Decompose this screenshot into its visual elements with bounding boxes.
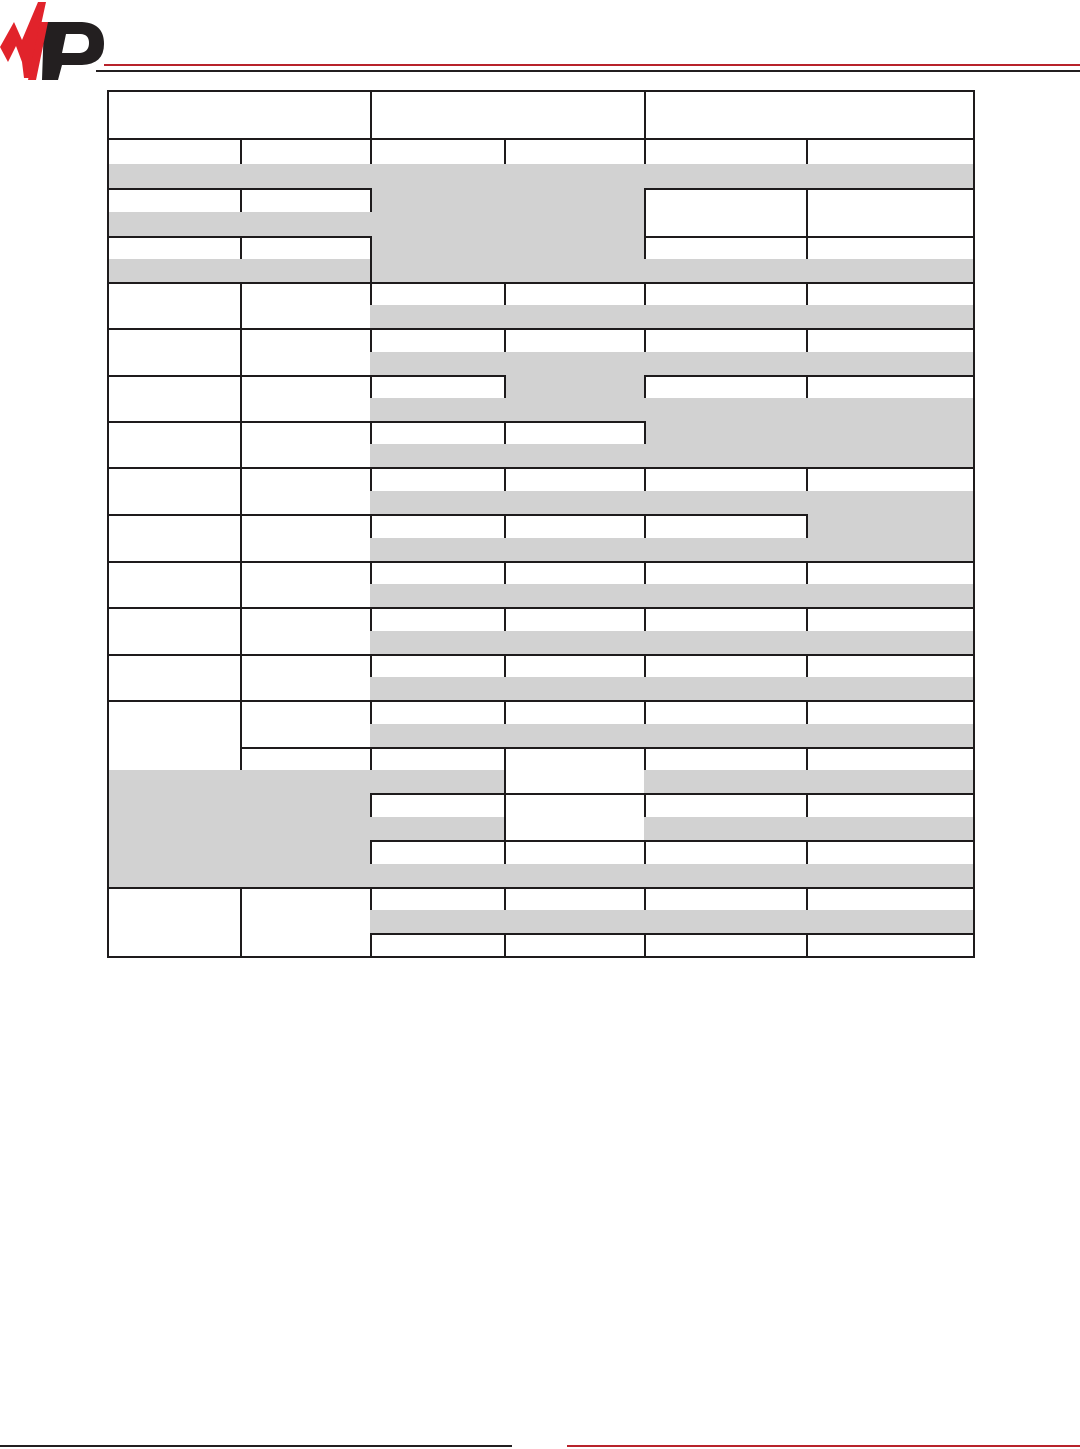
table-cell [107, 90, 372, 140]
table-cell [370, 654, 506, 679]
logo-letter-p [42, 22, 104, 80]
table-cell [504, 328, 646, 354]
table-cell [107, 421, 242, 469]
table-cell [806, 817, 975, 842]
table-cell [107, 188, 242, 214]
table-cell [806, 607, 975, 633]
footer-rule-dark [0, 1445, 512, 1447]
table-cell [240, 700, 372, 749]
table-cell [107, 700, 242, 772]
table-cell [107, 561, 242, 609]
table-cell [644, 724, 808, 749]
table-cell [504, 352, 646, 400]
table-cell [107, 328, 242, 377]
table-cell [806, 700, 975, 726]
table-cell [806, 840, 975, 866]
table-cell [644, 90, 975, 140]
table-cell [370, 328, 506, 354]
table-cell [644, 138, 808, 166]
table-cell [806, 188, 975, 238]
table-cell [240, 282, 372, 330]
table-cell [107, 282, 242, 330]
table-cell [370, 724, 506, 749]
table-cell [644, 654, 808, 679]
table-cell [504, 747, 646, 795]
table-cell [370, 770, 506, 795]
table-cell [240, 421, 372, 469]
table-cell [240, 188, 372, 214]
table-cell [107, 887, 242, 958]
table-cell [240, 236, 372, 261]
table-cell [504, 584, 646, 609]
table-cell [240, 467, 372, 516]
table-cell [370, 677, 506, 702]
table-cell [240, 561, 372, 609]
table-cell [370, 887, 506, 912]
table-cell [806, 491, 975, 540]
table-cell [504, 444, 646, 469]
table-cell [644, 236, 808, 261]
table-cell [504, 212, 646, 284]
table-cell [240, 770, 372, 819]
table-cell [370, 793, 506, 819]
table-cell [370, 840, 506, 866]
table-cell [240, 817, 372, 889]
table-cell [370, 421, 506, 446]
table-cell [504, 138, 646, 166]
table-cell [504, 677, 646, 702]
table-cell [806, 654, 975, 679]
table-cell [504, 467, 646, 493]
table-cell [370, 864, 506, 889]
table-cell [504, 164, 646, 214]
table-cell [504, 421, 646, 446]
table-cell [806, 236, 975, 261]
table-cell [644, 677, 808, 702]
table-cell [107, 770, 242, 819]
table-cell [370, 90, 646, 140]
table-cell [504, 282, 646, 307]
table-cell [504, 607, 646, 633]
table-cell [644, 305, 808, 330]
table-cell [806, 677, 975, 702]
table-cell [240, 212, 372, 238]
table-cell [370, 910, 506, 935]
header-rule-red [104, 64, 1080, 66]
table-cell [806, 282, 975, 307]
table-cell [806, 444, 975, 469]
table-cell [806, 259, 975, 284]
table-cell [504, 910, 646, 935]
table-cell [806, 561, 975, 586]
table-cell [644, 538, 808, 563]
table-cell [370, 514, 506, 540]
table-cell [644, 164, 808, 190]
table-cell [806, 164, 975, 190]
table-cell [370, 561, 506, 586]
company-logo [0, 0, 108, 84]
table-cell [107, 817, 242, 889]
table-cell [806, 793, 975, 819]
table-cell [504, 654, 646, 679]
table-cell [806, 538, 975, 563]
table-cell [107, 375, 242, 423]
table-cell [644, 282, 808, 307]
table-cell [806, 398, 975, 446]
table-cell [107, 138, 242, 166]
table-cell [644, 770, 808, 795]
table-cell [504, 724, 646, 749]
table-cell [107, 164, 242, 190]
table-cell [240, 887, 372, 958]
table-cell [370, 375, 506, 400]
table-cell [806, 770, 975, 795]
table-cell [644, 491, 808, 516]
table-cell [370, 631, 506, 656]
table-cell [107, 236, 242, 261]
table-cell [644, 259, 808, 284]
table-cell [240, 328, 372, 377]
table-cell [370, 538, 506, 563]
table-cell [504, 305, 646, 330]
table-cell [806, 747, 975, 772]
table-cell [806, 724, 975, 749]
footer-rule-red [567, 1445, 1080, 1447]
table-cell [370, 398, 506, 423]
table-cell [644, 444, 808, 469]
table-cell [644, 561, 808, 586]
table-cell [644, 700, 808, 726]
table-cell [806, 138, 975, 166]
header-rule-dark [96, 70, 1080, 72]
table-cell [644, 328, 808, 354]
table-cell [370, 467, 506, 493]
table-cell [644, 840, 808, 866]
table-cell [504, 631, 646, 656]
table-cell [240, 138, 372, 166]
table-cell [504, 491, 646, 516]
table-cell [240, 164, 372, 190]
table-cell [240, 654, 372, 702]
table-cell [370, 352, 506, 377]
table-cell [644, 887, 808, 912]
table-cell [504, 700, 646, 726]
table-cell [644, 607, 808, 633]
table-cell [370, 138, 506, 166]
table-cell [370, 282, 506, 307]
table-cell [806, 887, 975, 912]
table-cell [107, 514, 242, 563]
table-cell [644, 467, 808, 493]
table-cell [806, 305, 975, 330]
table-cell [370, 491, 506, 516]
table-cell [370, 584, 506, 609]
table-cell [806, 864, 975, 889]
table-cell [644, 375, 808, 400]
table-cell [504, 561, 646, 586]
table-cell [644, 631, 808, 656]
table-cell [644, 817, 808, 842]
table-cell [240, 514, 372, 563]
table-cell [806, 375, 975, 400]
table-cell [107, 654, 242, 702]
table-cell [370, 817, 506, 842]
table-cell [644, 398, 808, 446]
table-cell [644, 864, 808, 889]
table-cell [240, 747, 372, 772]
table-cell [107, 607, 242, 656]
table-cell [644, 352, 808, 377]
table-cell [644, 747, 808, 772]
table-cell [644, 933, 808, 958]
table-cell [644, 793, 808, 819]
table-cell [504, 514, 646, 540]
table-cell [240, 259, 372, 284]
table-cell [644, 188, 808, 238]
table-cell [370, 700, 506, 726]
table-cell [504, 864, 646, 889]
table-cell [240, 375, 372, 423]
table-cell [370, 305, 506, 330]
table-cell [240, 607, 372, 656]
table-cell [806, 328, 975, 354]
table-cell [806, 933, 975, 958]
table-cell [504, 398, 646, 423]
table-cell [370, 933, 506, 958]
table-cell [644, 910, 808, 935]
table-cell [107, 467, 242, 516]
table-cell [107, 212, 242, 238]
table-cell [370, 607, 506, 633]
table-cell [806, 584, 975, 609]
table-cell [370, 747, 506, 772]
table-cell [644, 514, 808, 540]
table-cell [644, 584, 808, 609]
table-cell [504, 933, 646, 958]
table-cell [504, 538, 646, 563]
table-cell [370, 212, 506, 284]
table-cell [504, 793, 646, 842]
table-cell [806, 467, 975, 493]
table-cell [370, 444, 506, 469]
table-cell [504, 887, 646, 912]
table-cell [806, 352, 975, 377]
table-cell [806, 910, 975, 935]
table-cell [504, 840, 646, 866]
table-cell [806, 631, 975, 656]
table-cell [370, 164, 506, 214]
table-cell [107, 259, 242, 284]
